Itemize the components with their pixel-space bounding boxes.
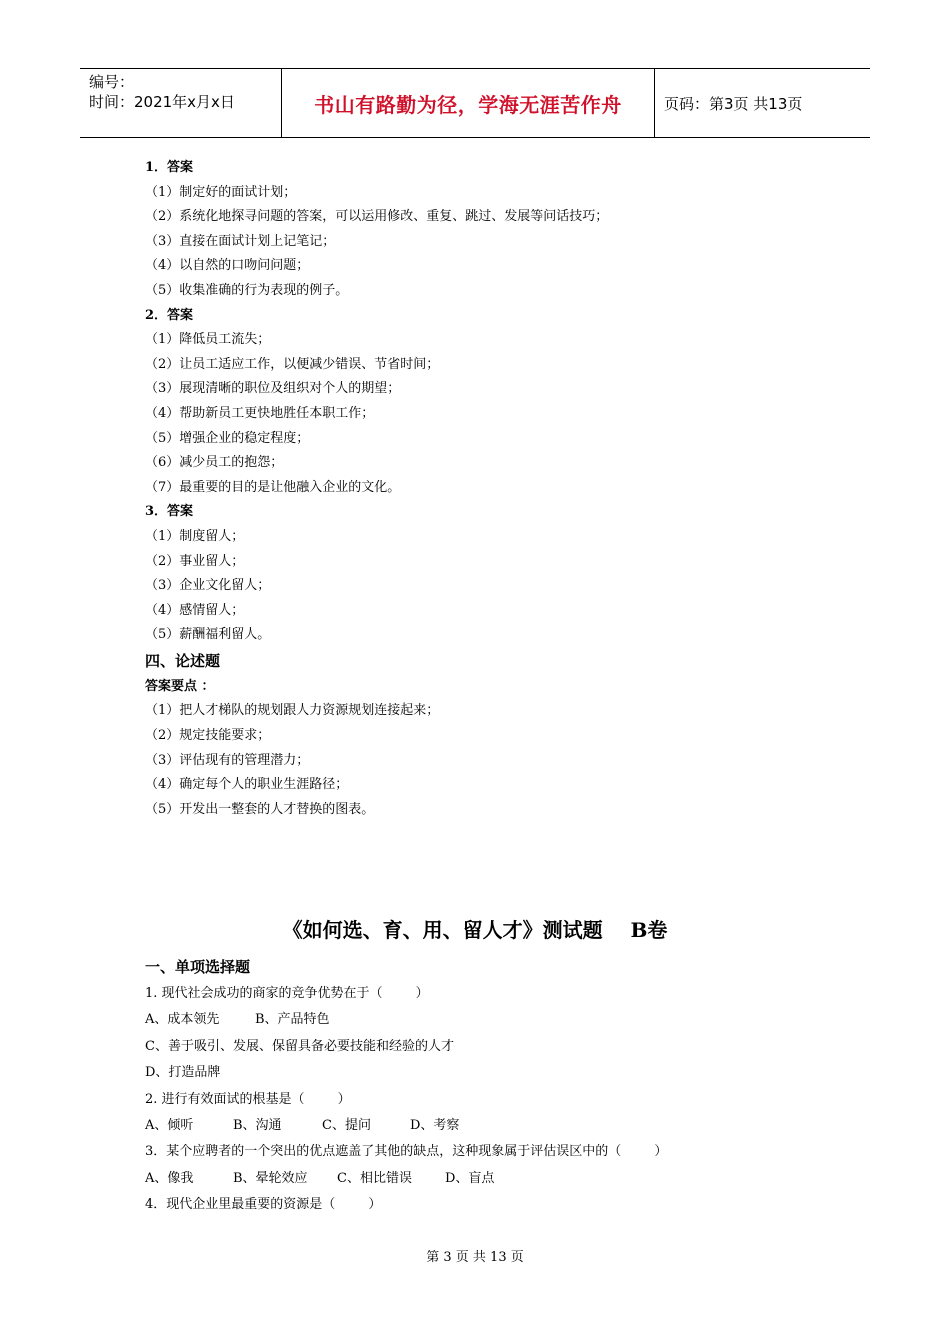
answer-item: （1）制定好的面试计划； <box>145 184 297 200</box>
answer-item: （3）展现清晰的职位及组织对个人的期望； <box>145 381 401 397</box>
answer-heading: 2．答案 <box>145 307 194 323</box>
essay-points-label: 答案要点 ： <box>145 678 215 694</box>
option-c: C、善于吸引、发展、保留具备必要技能和经验的人才 <box>145 1038 454 1054</box>
option-b: B、晕轮效应 <box>233 1170 308 1186</box>
answer-item: （5）薪酬福利留人。 <box>145 627 271 643</box>
answer-item: （3）直接在面试计划上记笔记； <box>145 233 336 249</box>
motto-cell <box>282 69 655 137</box>
option-c: C、相比错误 <box>337 1170 412 1186</box>
question-2-options <box>145 1113 845 1139</box>
answer-item: （5）收集准确的行为表现的例子。 <box>145 282 349 298</box>
option-d: D、打造品牌 <box>145 1065 221 1081</box>
exam-title: 《如何选、育、用、留人才》测试题 B卷 <box>282 918 668 942</box>
answer-item: （6）减少员工的抱怨； <box>145 455 284 471</box>
question-1-options-ab <box>145 1007 845 1033</box>
page-footer: 第 3 页 共 13 页 <box>426 1250 524 1265</box>
question-3: 3．某个应聘者的一个突出的优点遮盖了其他的缺点，这种现象属于评估误区中的（ ） <box>145 1144 668 1160</box>
option-b: B、产品特色 <box>255 1012 330 1028</box>
answer-heading: 3．答案 <box>145 504 194 520</box>
question-2: 2. 进行有效面试的根基是（ ） <box>145 1091 351 1107</box>
question-4: 4．现代企业里最重要的资源是（ ） <box>145 1197 382 1213</box>
answer-item: （2）事业留人； <box>145 553 245 569</box>
section-heading: 一、单项选择题 <box>145 958 251 976</box>
essay-item: （5）开发出一整套的人才替换的图表。 <box>145 801 375 817</box>
question-1: 1. 现代社会成功的商家的竞争优势在于（ ） <box>145 986 429 1001</box>
option-d: D、考察 <box>410 1117 460 1133</box>
answer-item: （3）企业文化留人； <box>145 578 271 594</box>
motto-text: 书山有路勤为径，学海无涯苦作舟 <box>314 92 622 117</box>
answer-item: （4）感情留人； <box>145 602 245 618</box>
answer-item: （1）降低员工流失； <box>145 332 271 348</box>
answer-item: （2）让员工适应工作，以便减少错误、节省时间； <box>145 356 440 372</box>
question-3-options <box>145 1166 845 1192</box>
option-c: C、提问 <box>322 1117 371 1133</box>
option-d: D、盲点 <box>445 1170 495 1186</box>
essay-item: （3）评估现有的管理潜力； <box>145 752 310 768</box>
essay-item: （2）规定技能要求； <box>145 728 271 744</box>
option-b: B、沟通 <box>233 1117 282 1133</box>
header-info-cell <box>80 69 282 137</box>
page-info: 页码：第3页 共13页 <box>664 94 803 113</box>
essay-item: （4）确定每个人的职业生涯路径； <box>145 777 349 793</box>
answer-item: （5）增强企业的稳定程度； <box>145 430 310 446</box>
time-label: 时间：2021年x月x日 <box>89 93 235 111</box>
option-a: A、成本领先 <box>145 1012 220 1028</box>
number-label: 编号： <box>89 73 135 91</box>
option-a: A、倾听 <box>145 1117 194 1133</box>
essay-item: （1）把人才梯队的规划跟人力资源规划连接起来； <box>145 703 440 719</box>
answer-item: （2）系统化地探寻问题的答案，可以运用修改、重复、跳过、发展等问话技巧； <box>145 209 609 225</box>
answer-item: （7）最重要的目的是让他融入企业的文化。 <box>145 479 401 495</box>
option-a: A、像我 <box>145 1170 194 1186</box>
answer-section <box>145 156 845 822</box>
exam-b-section <box>145 954 845 1219</box>
answer-item: （1）制度留人； <box>145 528 245 544</box>
answer-item: （4）以自然的口吻问问题； <box>145 258 310 274</box>
header-table <box>80 68 870 138</box>
answer-item: （4）帮助新员工更快地胜任本职工作； <box>145 405 375 421</box>
answer-heading: 1．答案 <box>145 160 194 175</box>
essay-heading: 四、论述题 <box>145 651 221 670</box>
